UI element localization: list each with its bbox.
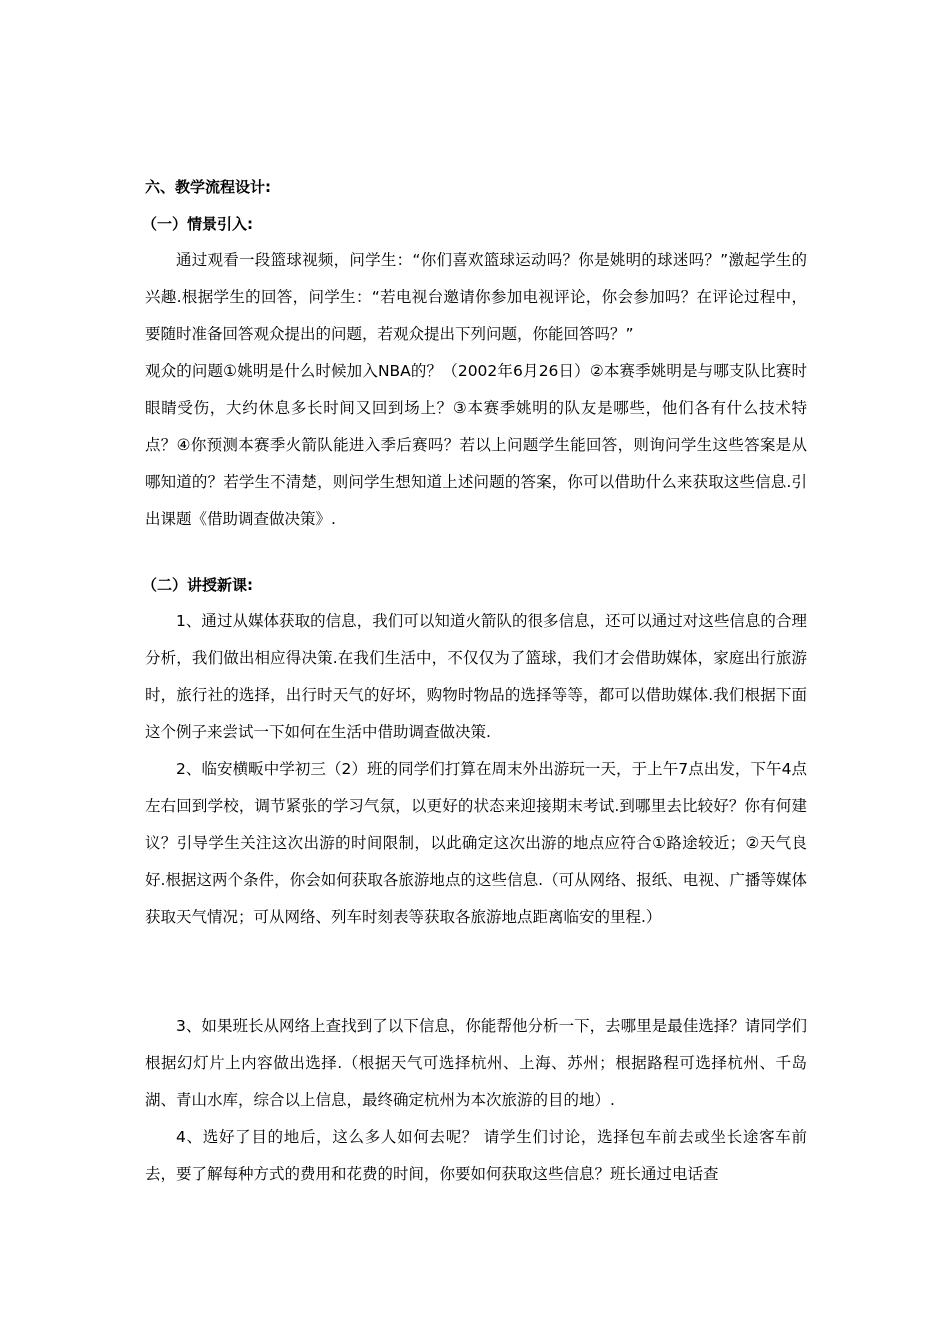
subsection-title-intro: （一）情景引入:	[142, 215, 253, 233]
paragraph-lesson-3: 3、如果班长从网络上查找到了以下信息，你能帮他分析一下，去哪里是最佳选择？请同学们根据幻灯片上内容做出选择.（根据天气可选择杭州、上海、苏州；根据路程可选择杭州、千岛湖、青山水库，综合以上信息，最终确定杭州为本次旅游的目的地）.	[145, 1017, 807, 1109]
subsection-title-new-lesson: （二）讲授新课:	[142, 576, 253, 594]
paragraph-intro-2: 观众的问题①姚明是什么时候加入NBA的？（2002年6月26日）②本赛季姚明是与哪支队比赛时眼睛受伤，大约休息多长时间又回到场上？③本赛季姚明的队友是哪些，他们各有什么技术特点？④你预测本赛季火箭队能进入季后赛吗？若以上问题学生能回答，则询问学生这些答案是从哪知道的？若学生不清楚，则问学生想知道上述问题的答案，你可以借助什么来获取这些信息.引出课题《借助调查做决策》.	[145, 362, 807, 528]
paragraph-lesson-4: 4、选好了目的地后，这么多人如何去呢？ 请学生们讨论，选择包车前去或坐长途客车前去，要了解每种方式的费用和花费的时间，你要如何获取这些信息？班长通过电话查	[145, 1128, 807, 1183]
paragraph-intro-1: 通过观看一段篮球视频，问学生：“你们喜欢篮球运动吗？你是姚明的球迷吗？”激起学生的兴趣.根据学生的回答，问学生：“若电视台邀请你参加电视评论，你会参加吗？在评论过程中，要随时准备回答观众提出的问题，若观众提出下列问题，你能回答吗？”	[145, 251, 807, 343]
section-title: 六、教学流程设计:	[145, 178, 271, 196]
paragraph-lesson-1: 1、通过从媒体获取的信息，我们可以知道火箭队的很多信息，还可以通过对这些信息的合理分析，我们做出相应得决策.在我们生活中，不仅仅为了篮球，我们才会借助媒体，家庭出行旅游时，旅行社的选择，出行时天气的好坏，购物时物品的选择等等，都可以借助媒体.我们根据下面这个例子来尝试一下如何在生活中借助调查做决策.	[145, 612, 807, 741]
paragraph-lesson-2: 2、临安横畈中学初三（2）班的同学们打算在周末外出游玩一天，于上午7点出发，下午4点左右回到学校，调节紧张的学习气氛，以更好的状态来迎接期末考试.到哪里去比较好？你有何建议？引导学生关注这次出游的时间限制，以此确定这次出游的地点应符合①路途较近；②天气良好.根据这两个条件，你会如何获取各旅游地点的这些信息.（可从网络、报纸、电视、广播等媒体获取天气情况；可从网络、列车时刻表等获取各旅游地点距离临安的里程.）	[145, 760, 807, 926]
